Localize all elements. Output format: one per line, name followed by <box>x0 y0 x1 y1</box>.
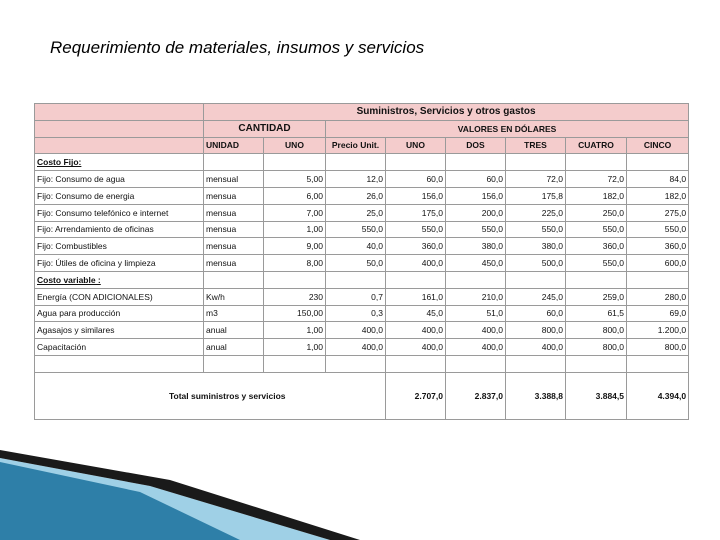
table-row <box>35 305 689 322</box>
fijo-cantidad: 8,00 <box>264 255 326 272</box>
variable-unidad: Kw/h <box>204 288 264 305</box>
variable-item-label: Agasajos y similares <box>35 322 204 339</box>
total-dos: 2.837,0 <box>446 372 506 419</box>
variable-valor-cuatro: 800,0 <box>566 322 627 339</box>
fijo-valor-cinco: 360,0 <box>627 238 689 255</box>
fijo-item-label: Fijo: Arrendamiento de oficinas <box>35 221 204 238</box>
fijo-valor-dos: 200,0 <box>446 204 506 221</box>
fijo-valor-uno: 360,0 <box>386 238 446 255</box>
fijo-unidad: mensua <box>204 221 264 238</box>
total-uno: 2.707,0 <box>386 372 446 419</box>
fijo-valor-cuatro: 182,0 <box>566 187 627 204</box>
decorative-swoosh <box>0 440 720 540</box>
col-header-cant-uno: UNO <box>264 137 326 154</box>
variable-valor-uno: 400,0 <box>386 322 446 339</box>
fijo-item-label: Fijo: Combustibles <box>35 238 204 255</box>
variable-valor-cinco: 280,0 <box>627 288 689 305</box>
fijo-valor-cuatro: 250,0 <box>566 204 627 221</box>
table-row <box>35 171 689 188</box>
variable-valor-cuatro: 61,5 <box>566 305 627 322</box>
fijo-valor-cuatro: 550,0 <box>566 221 627 238</box>
fijo-valor-uno: 550,0 <box>386 221 446 238</box>
col-header-precio: Precio Unit. <box>326 137 386 154</box>
variable-cantidad: 1,00 <box>264 339 326 356</box>
fijo-valor-dos: 60,0 <box>446 171 506 188</box>
variable-precio: 400,0 <box>326 339 386 356</box>
variable-valor-dos: 400,0 <box>446 339 506 356</box>
fijo-valor-uno: 156,0 <box>386 187 446 204</box>
table-banner: Suministros, Servicios y otros gastos <box>204 104 689 121</box>
fijo-cantidad: 9,00 <box>264 238 326 255</box>
variable-precio: 400,0 <box>326 322 386 339</box>
fijo-valor-uno: 400,0 <box>386 255 446 272</box>
variable-unidad: anual <box>204 322 264 339</box>
col-header-unidad: UNIDAD <box>204 137 264 154</box>
variable-valor-cinco: 1.200,0 <box>627 322 689 339</box>
fijo-valor-uno: 175,0 <box>386 204 446 221</box>
fijo-precio: 25,0 <box>326 204 386 221</box>
total-label: Total suministros y servicios <box>35 372 326 419</box>
variable-valor-cuatro: 800,0 <box>566 339 627 356</box>
fijo-precio: 12,0 <box>326 171 386 188</box>
slide-title: Requerimiento de materiales, insumos y servicios <box>50 38 425 57</box>
fijo-item-label: Fijo: Útiles de oficina y limpieza <box>35 255 204 272</box>
fijo-valor-cuatro: 360,0 <box>566 238 627 255</box>
table-row <box>35 288 689 305</box>
fijo-cantidad: 6,00 <box>264 187 326 204</box>
table-row <box>35 221 689 238</box>
col-header-uno: UNO <box>386 137 446 154</box>
variable-cantidad: 150,00 <box>264 305 326 322</box>
fijo-valor-cinco: 275,0 <box>627 204 689 221</box>
fijo-valor-dos: 156,0 <box>446 187 506 204</box>
variable-valor-dos: 400,0 <box>446 322 506 339</box>
fijo-precio: 550,0 <box>326 221 386 238</box>
fijo-valor-dos: 550,0 <box>446 221 506 238</box>
variable-precio: 0,7 <box>326 288 386 305</box>
fijo-item-label: Fijo: Consumo de agua <box>35 171 204 188</box>
fijo-precio: 40,0 <box>326 238 386 255</box>
table-row <box>35 322 689 339</box>
col-header-cinco: CINCO <box>627 137 689 154</box>
variable-valor-tres: 800,0 <box>506 322 566 339</box>
variable-valor-tres: 60,0 <box>506 305 566 322</box>
variable-valor-tres: 245,0 <box>506 288 566 305</box>
valores-header: VALORES EN DÓLARES <box>326 120 689 137</box>
variable-valor-uno: 45,0 <box>386 305 446 322</box>
col-header-cuatro: CUATRO <box>566 137 627 154</box>
variable-item-label: Capacitación <box>35 339 204 356</box>
variable-valor-cinco: 800,0 <box>627 339 689 356</box>
fijo-unidad: mensua <box>204 238 264 255</box>
variable-valor-cuatro: 259,0 <box>566 288 627 305</box>
variable-valor-tres: 400,0 <box>506 339 566 356</box>
supplies-table <box>34 103 689 420</box>
fijo-valor-tres: 550,0 <box>506 221 566 238</box>
variable-cantidad: 230 <box>264 288 326 305</box>
col-header-dos: DOS <box>446 137 506 154</box>
variable-valor-uno: 400,0 <box>386 339 446 356</box>
variable-unidad: anual <box>204 339 264 356</box>
variable-unidad: m3 <box>204 305 264 322</box>
section-label-variable: Costo variable : <box>35 271 204 288</box>
fijo-cantidad: 1,00 <box>264 221 326 238</box>
total-tres: 3.388,8 <box>506 372 566 419</box>
variable-valor-uno: 161,0 <box>386 288 446 305</box>
fijo-unidad: mensua <box>204 187 264 204</box>
fijo-cantidad: 7,00 <box>264 204 326 221</box>
fijo-valor-cinco: 550,0 <box>627 221 689 238</box>
fijo-unidad: mensual <box>204 171 264 188</box>
fijo-precio: 26,0 <box>326 187 386 204</box>
table-row <box>35 339 689 356</box>
variable-cantidad: 1,00 <box>264 322 326 339</box>
variable-valor-cinco: 69,0 <box>627 305 689 322</box>
col-header-tres: TRES <box>506 137 566 154</box>
table-row <box>35 204 689 221</box>
fijo-valor-cinco: 600,0 <box>627 255 689 272</box>
fijo-unidad: mensua <box>204 204 264 221</box>
table-row <box>35 255 689 272</box>
total-cuatro: 3.884,5 <box>566 372 627 419</box>
fijo-unidad: mensua <box>204 255 264 272</box>
fijo-valor-tres: 72,0 <box>506 171 566 188</box>
cantidad-header: CANTIDAD <box>204 120 326 137</box>
fijo-cantidad: 5,00 <box>264 171 326 188</box>
fijo-item-label: Fijo: Consumo de energia <box>35 187 204 204</box>
fijo-valor-cuatro: 72,0 <box>566 171 627 188</box>
fijo-valor-cinco: 84,0 <box>627 171 689 188</box>
fijo-item-label: Fijo: Consumo telefónico e internet <box>35 204 204 221</box>
variable-item-label: Agua para producción <box>35 305 204 322</box>
variable-valor-dos: 51,0 <box>446 305 506 322</box>
variable-precio: 0,3 <box>326 305 386 322</box>
fijo-precio: 50,0 <box>326 255 386 272</box>
fijo-valor-tres: 225,0 <box>506 204 566 221</box>
fijo-valor-dos: 450,0 <box>446 255 506 272</box>
table-row <box>35 187 689 204</box>
fijo-valor-tres: 175,8 <box>506 187 566 204</box>
fijo-valor-cinco: 182,0 <box>627 187 689 204</box>
fijo-valor-tres: 380,0 <box>506 238 566 255</box>
table-row <box>35 238 689 255</box>
fijo-valor-dos: 380,0 <box>446 238 506 255</box>
fijo-valor-tres: 500,0 <box>506 255 566 272</box>
variable-valor-dos: 210,0 <box>446 288 506 305</box>
fijo-valor-cuatro: 550,0 <box>566 255 627 272</box>
fijo-valor-uno: 60,0 <box>386 171 446 188</box>
variable-item-label: Energía (CON ADICIONALES) <box>35 288 204 305</box>
total-cinco: 4.394,0 <box>627 372 689 419</box>
section-label-fijo: Costo Fijo: <box>35 154 204 171</box>
